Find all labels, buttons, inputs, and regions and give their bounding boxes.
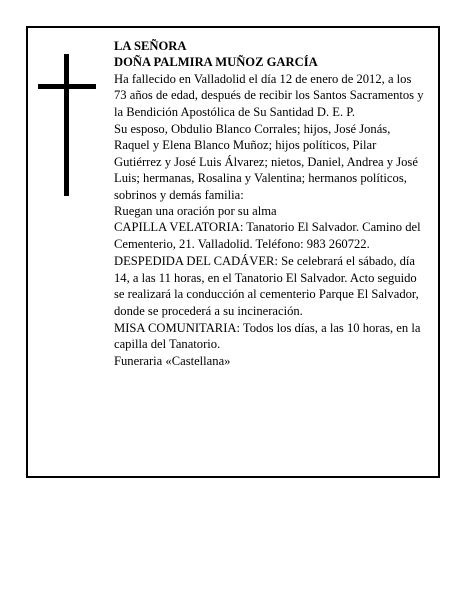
- farewell-info: DESPEDIDA DEL CADÁVER: Se celebrará el sábado, día 14, a las 11 horas, en el Tanatorio El Salvador. Acto seguido se realizará la conducción al cementerio Parque El Salvador, donde se procederá a su incineración.: [114, 254, 419, 318]
- deceased-name: DOÑA PALMIRA MUÑOZ GARCÍA: [114, 55, 318, 70]
- family-list: Su esposo, Obdulio Blanco Corrales; hijos, José Jonás, Raquel y Elena Blanco Muñoz; hijos políticos, Pilar Gutiérrez y José Luis Álvarez; nietos, Daniel, Andrea y José Luis; hermanas, Rosalina y Valentina; hermanos políticos, sobrinos y demás familia:: [114, 122, 418, 202]
- death-announcement: Ha fallecido en Valladolid el día 12 de enero de 2012, a los 73 años de edad, después de recibir los Santos Sacramentos y la Bendición Apostólica de Su Santidad D. E. P.: [114, 71, 424, 119]
- deceased-title: LA SEÑORA: [114, 39, 187, 53]
- cross-icon-crossbar: [38, 84, 96, 89]
- funeral-home: Funeraria «Castellana»: [114, 353, 231, 368]
- prayer-request: Ruegan una oración por su alma: [114, 204, 277, 219]
- cross-icon: [64, 54, 69, 196]
- obituary-text: [114, 38, 424, 369]
- wake-chapel-info: CAPILLA VELATORIA: Tanatorio El Salvador. Camino del Cementerio, 21. Valladolid. Teléfono: 983 260722.: [114, 220, 421, 251]
- mass-info: MISA COMUNITARIA: Todos los días, a las 10 horas, en la capilla del Tanatorio.: [114, 320, 421, 352]
